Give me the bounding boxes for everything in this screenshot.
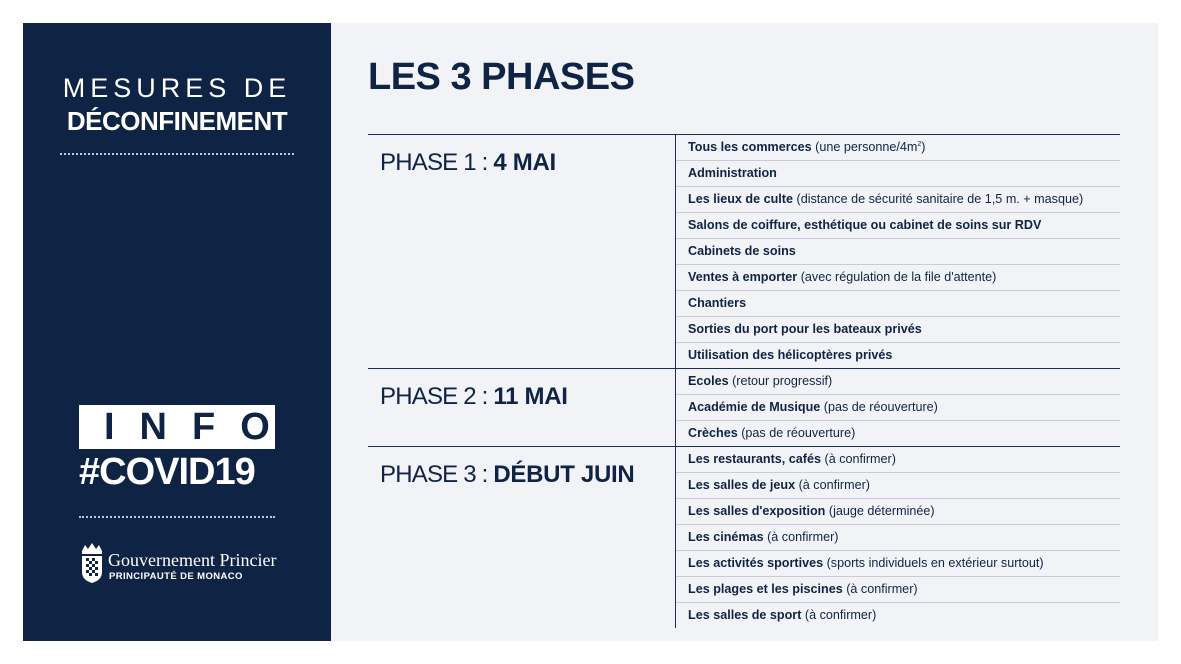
sidebar — [23, 23, 331, 641]
item-note: (à confirmer) — [842, 582, 918, 596]
page-title: LES 3 PHASES — [368, 56, 635, 98]
list-item — [676, 186, 1120, 212]
phase-label — [380, 461, 634, 489]
monaco-crown-shield-icon — [79, 542, 105, 584]
item-title: Les cinémas — [688, 530, 764, 544]
phase-block-3 — [368, 446, 1120, 628]
list-item — [676, 342, 1120, 368]
phase-label-prefix: PHASE 3 : — [380, 461, 494, 488]
item-title: Salons de coiffure, esthétique ou cabinet de soins sur RDV — [688, 218, 1042, 232]
item-note: (distance de sécurité sanitaire de 1,5 m. + masque) — [793, 192, 1084, 206]
item-title: Administration — [688, 166, 777, 180]
list-item — [676, 212, 1120, 238]
item-title: Utilisation des hélicoptères privés — [688, 348, 893, 362]
list-item — [676, 290, 1120, 316]
item-note: (à confirmer) — [821, 452, 896, 466]
item-title: Les lieux de culte — [688, 192, 793, 206]
phase-label-date: 4 MAI — [493, 149, 556, 176]
phase-block-2 — [368, 368, 1120, 446]
list-item — [676, 369, 1120, 394]
item-note: (retour progressif) — [728, 374, 833, 388]
list-item — [676, 447, 1120, 472]
phase-label-date: 11 MAI — [493, 383, 568, 410]
item-title: Chantiers — [688, 296, 747, 310]
phase-items — [675, 135, 1120, 368]
item-note: (à confirmer) — [801, 608, 877, 622]
list-item — [676, 394, 1120, 420]
phase-label-prefix: PHASE 2 : — [380, 383, 494, 410]
item-note: (avec régulation de la file d'attente) — [797, 270, 997, 284]
phase-label — [380, 383, 568, 411]
list-item — [676, 576, 1120, 602]
phases-table — [368, 134, 1120, 628]
item-title: Tous les commerces — [688, 140, 812, 154]
item-title: Cabinets de soins — [688, 244, 796, 258]
list-item — [676, 550, 1120, 576]
phase-label-date: DÉBUT JUIN — [493, 461, 635, 488]
item-title: Les restaurants, cafés — [688, 452, 822, 466]
item-title: Les salles de jeux — [688, 478, 796, 492]
government-name: Gouvernement Princier — [108, 550, 277, 570]
item-title: Les activités sportives — [688, 556, 824, 570]
item-title: Ventes à emporter — [688, 270, 798, 284]
item-note: (sports individuels en extérieur surtout) — [823, 556, 1044, 570]
phase-label-prefix: PHASE 1 : — [380, 149, 494, 176]
item-title: Les salles d'exposition — [688, 504, 826, 518]
phase-items — [675, 447, 1120, 628]
list-item — [676, 264, 1120, 290]
list-item — [676, 160, 1120, 186]
item-superscript: 2 — [917, 140, 922, 148]
item-note: (jauge déterminée) — [825, 504, 935, 518]
list-item — [676, 135, 1120, 160]
dotted-divider-bottom — [79, 516, 275, 518]
list-item — [676, 524, 1120, 550]
list-item — [676, 498, 1120, 524]
item-note: (pas de réouverture) — [737, 426, 856, 440]
phase-label — [380, 149, 556, 177]
item-note-end: ) — [921, 140, 926, 154]
item-note: (pas de réouverture) — [820, 400, 938, 414]
item-title: Crèches — [688, 426, 738, 440]
item-title: Les salles de sport — [688, 608, 802, 622]
item-note: (à confirmer) — [795, 478, 870, 492]
sidebar-title-line1: MESURES DE — [62, 73, 292, 103]
item-title: Ecoles — [688, 374, 729, 388]
covid-hashtag: #COVID19 — [79, 451, 255, 493]
sidebar-title-line2: DÉCONFINEMENT — [66, 106, 288, 136]
list-item — [676, 602, 1120, 628]
dotted-divider-top — [60, 153, 294, 155]
phase-block-1 — [368, 134, 1120, 368]
list-item — [676, 472, 1120, 498]
item-title: Sorties du port pour les bateaux privés — [688, 322, 922, 336]
info-badge: INFO — [79, 405, 275, 449]
government-subtitle: PRINCIPAUTÉ DE MONACO — [109, 571, 243, 582]
list-item — [676, 316, 1120, 342]
item-title: Les plages et les piscines — [688, 582, 843, 596]
item-note: (une personne/4m — [811, 140, 918, 154]
item-note: (à confirmer) — [763, 530, 839, 544]
item-title: Académie de Musique — [688, 400, 821, 414]
phase-items — [675, 369, 1120, 446]
list-item — [676, 420, 1120, 446]
list-item — [676, 238, 1120, 264]
